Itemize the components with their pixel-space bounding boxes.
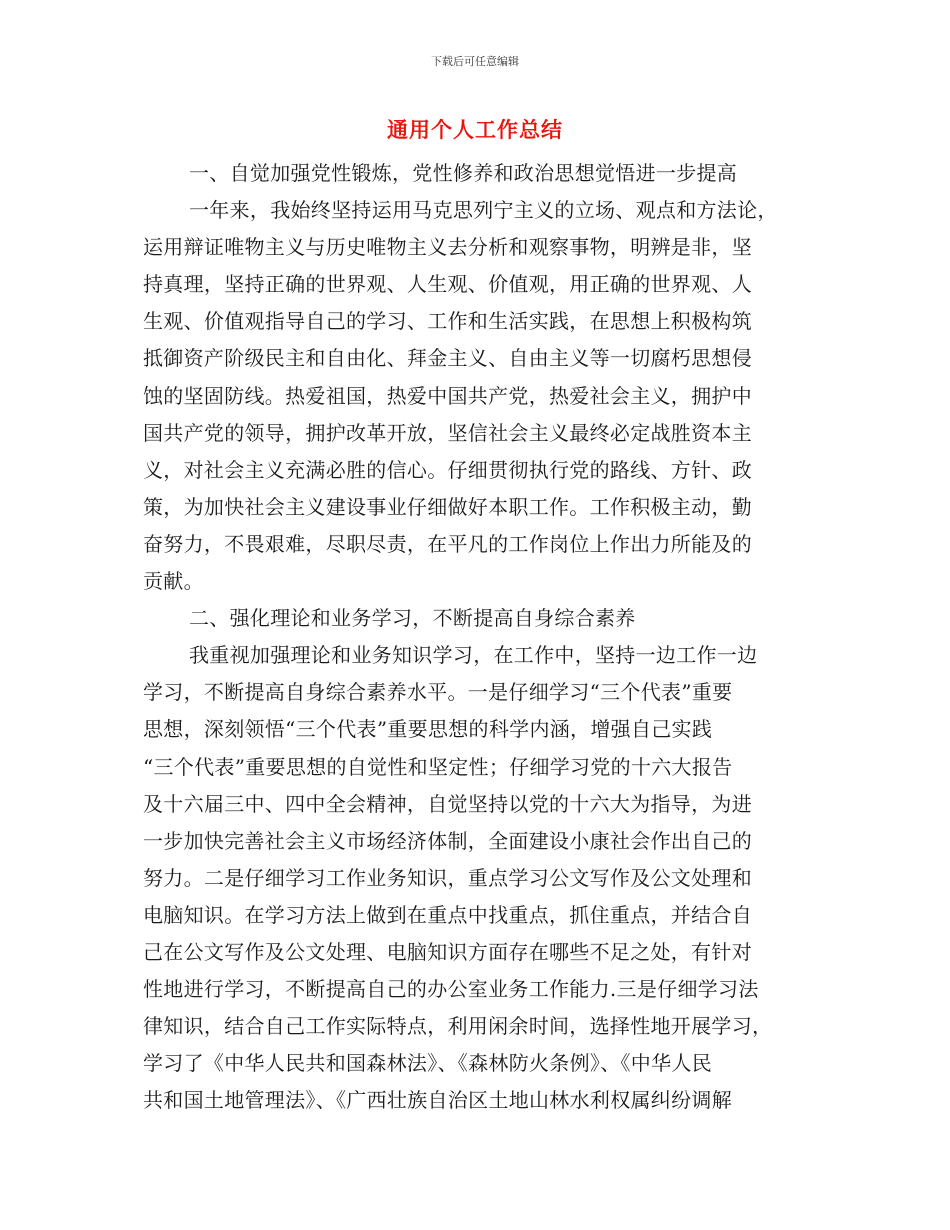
text-line: 思想，深刻领悟“三个代表”重要思想的科学内涵，增强自己实践 [143, 717, 713, 742]
text-line: “三个代表”重要思想的自觉性和坚定性；仔细学习党的十六大报告 [143, 754, 733, 779]
document-title: 通用个人工作总结 [387, 118, 563, 142]
text-line: 一步加快完善社会主义市场经济体制，全面建设小康社会作出自己的 [143, 828, 752, 853]
text-line: 电脑知识。在学习方法上做到在重点中找重点，抓住重点，并结合自 [143, 902, 752, 927]
text-line: 策，为加快社会主义建设事业仔细做好本职工作。工作积极主动，勤 [143, 494, 752, 519]
text-line: 抵御资产阶级民主和自由化、拜金主义、自由主义等一切腐朽思想侵 [143, 346, 752, 371]
text-line: 贡献。 [143, 569, 204, 594]
text-line: 蚀的坚固防线。热爱祖国，热爱中国共产党，热爱社会主义，拥护中 [143, 383, 752, 408]
page-header-note: 下载后可任意编辑 [431, 55, 519, 68]
text-line: 二、强化理论和业务学习，不断提高自身综合素养 [189, 606, 636, 631]
text-line: 一、自觉加强党性锻炼，党性修养和政治思想觉悟进一步提高 [189, 161, 738, 185]
text-line: 学习了《中华人民共和国森林法》、《森林防火条例》、《中华人民 [143, 1051, 712, 1076]
document-body [143, 155, 807, 1119]
text-line: 生观、价值观指导自己的学习、工作和生活实践，在思想上积极构筑 [143, 309, 752, 334]
text-line: 律知识，结合自己工作实际特点，利用闲余时间，选择性地开展学习， [143, 1014, 773, 1039]
text-line: 运用辩证唯物主义与历史唯物主义去分析和观察事物，明辨是非，坚 [143, 235, 752, 260]
text-line: 及十六届三中、四中全会精神，自觉坚持以党的十六大为指导，为进 [143, 791, 752, 816]
text-line: 性地进行学习，不断提高自己的办公室业务工作能力.三是仔细学习法 [143, 977, 759, 1002]
text-line: 共和国土地管理法》、《广西壮族自治区土地山林水利权属纠纷调解 [143, 1088, 732, 1113]
text-line: 义，对社会主义充满必胜的信心。仔细贯彻执行党的路线、方针、政 [143, 457, 752, 482]
text-line: 学习，不断提高自身综合素养水平。一是仔细学习“三个代表”重要 [143, 680, 733, 705]
text-line: 我重视加强理论和业务知识学习，在工作中，坚持一边工作一边 [189, 643, 758, 668]
text-line: 己在公文写作及公文处理、电脑知识方面存在哪些不足之处，有针对 [143, 939, 752, 964]
text-line: 国共产党的领导，拥护改革开放，坚信社会主义最终必定战胜资本主 [143, 420, 752, 445]
text-line: 奋努力，不畏艰难，尽职尽责，在平凡的工作岗位上作出力所能及的 [143, 531, 752, 556]
text-line: 持真理，坚持正确的世界观、人生观、价值观，用正确的世界观、人 [143, 272, 752, 297]
text-line: 一年来，我始终坚持运用马克思列宁主义的立场、观点和方法论， [189, 198, 778, 223]
text-line: 努力。二是仔细学习工作业务知识，重点学习公文写作及公文处理和 [143, 865, 752, 890]
